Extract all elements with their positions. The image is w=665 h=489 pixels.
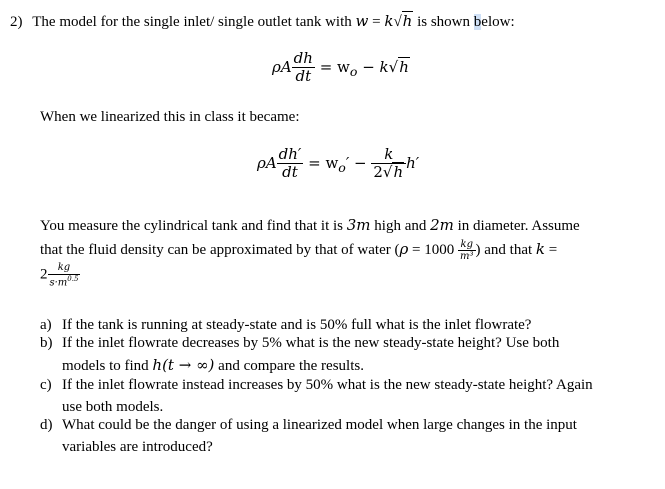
linearized-text: When we linearized this in class it became: [40,109,300,125]
eq1-sub: o [349,63,358,79]
eq1-rhs: = w [319,57,350,76]
measure-line: You measure the cylindrical tank and find that it is 3m high and 2m in diameter. Assume [40,216,580,234]
intro-sqrt: √h [393,12,413,30]
intro-highlight: b [473,14,482,30]
k-value: 2 [40,266,48,283]
part-b: b) If the inlet flowrate decreases by 5% what is the new steady-state height? Use both models to find h(t → ∞) and compare the results. [40,335,560,374]
density-unit: $\frac{kg}{\text{m³}}$ [460,238,474,263]
part-d: d) What could be the danger of using a linearized model when large changes in the input variables are introduced? [40,417,577,455]
problem-statement [10,10,515,33]
eq1-lhs: ρA [272,57,292,76]
eq1-tail: − k [357,57,389,76]
eq2-prime: ′ [345,153,350,172]
intro-tail-end: elow: [481,14,515,30]
intro-eq-sign: = [368,14,385,30]
eq2-sub: o [338,159,346,175]
intro-w: w [355,12,369,30]
density-symbol: ρ [399,240,409,258]
density-value: = 1000 [408,242,455,258]
equation-nonlinear [272,50,410,86]
eq2-tail: h′ [406,153,420,172]
k-unit: $\frac{kg}{s\cdot m^{0.5}}$ [49,262,79,288]
problem-number: 2) [10,14,23,30]
intro-text: The model for the single inlet/ single outlet tank with [32,14,352,30]
h-limit: h(t → ∞) [152,356,215,374]
intro-tail: is shown [417,14,474,30]
eq2-derivative: $\frac{dh'}{dt}$ [278,145,302,182]
eq2-minus: − [349,153,372,172]
k-symbol: k [535,240,546,258]
tank-diameter: 2m [430,216,454,234]
eq1-sqrt: √h [388,57,409,76]
k-value-line [40,262,80,288]
equation-linear [257,146,419,182]
eq2-rhs: = w [308,153,339,172]
tank-height: 3m [346,216,371,234]
part-a: a) If the tank is running at steady-state and is 50% full what is the inlet flowrate? [40,317,532,333]
eq2-lhs: ρA [257,153,277,172]
intro-k: k [384,12,394,30]
part-c: c) If the inlet flowrate instead increases by 50% what is the new steady-state height? Again use both models. [40,377,593,415]
eq1-derivative: $\frac{dh}{dt}$ [293,49,313,86]
density-line: that the fluid density can be approximated by that of water (ρ = 1000 $\frac{kg}{\text{m³}}$ ) and that k = [40,238,558,263]
eq2-coef-fraction: $\frac{k}{2√h}$ [371,146,406,182]
